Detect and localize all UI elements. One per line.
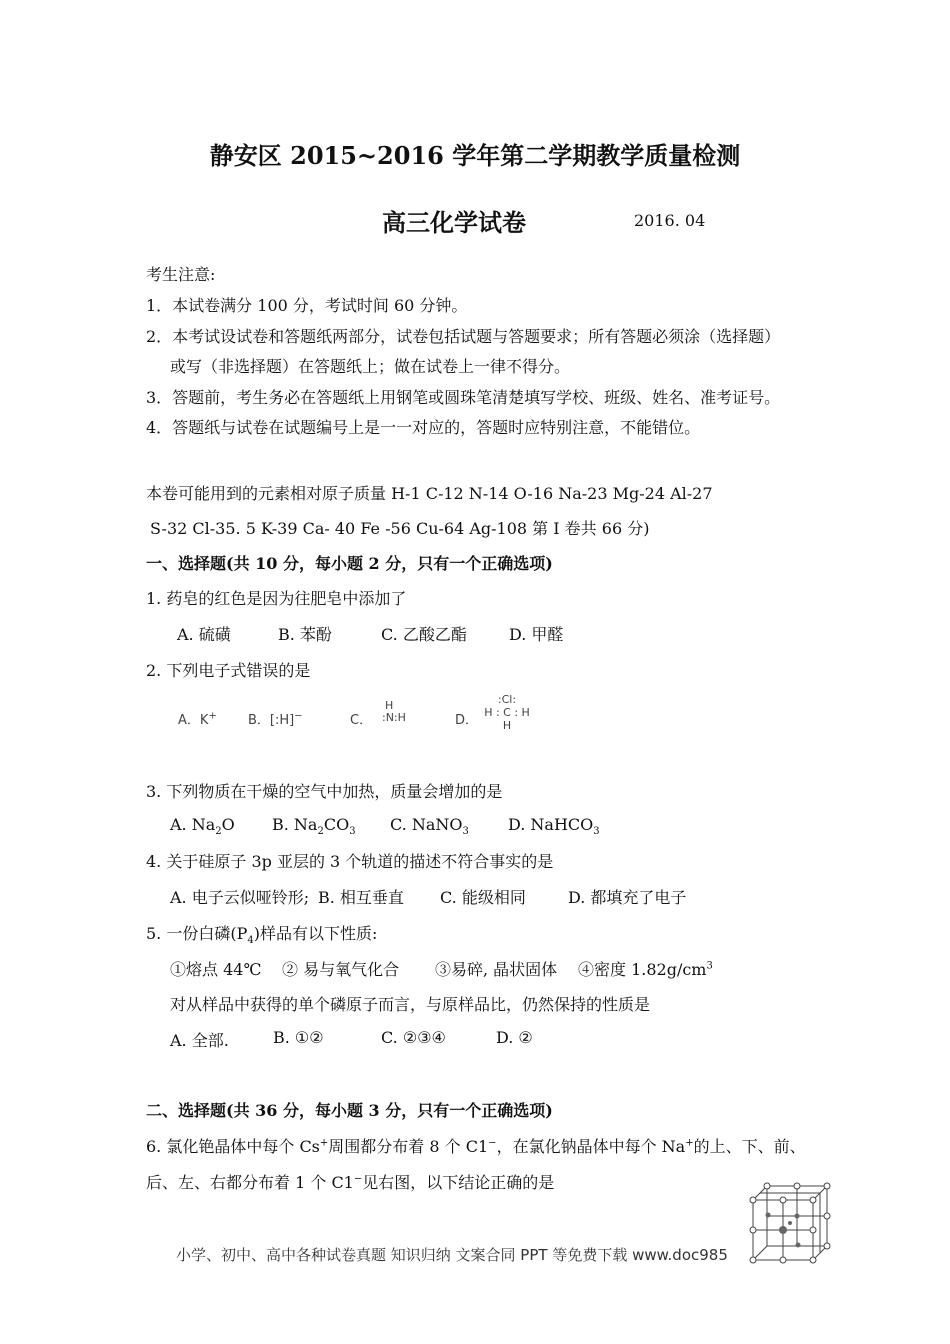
q3-option-b: B. $Na_2CO_3$ (272, 815, 356, 838)
q5-option-d: D. ② (496, 1028, 533, 1047)
q2-option-d (482, 693, 532, 732)
notice-item-2: 2．本考试设试卷和答题纸两部分，试卷包括试题与答题要求；所有答题必须涂（选择题） (146, 327, 781, 346)
q2-b-formula: [:H] (269, 713, 295, 728)
q5-prop-2: ② 易与氧气化合 (282, 960, 400, 979)
q5-prop-1: ①熔点 44℃ (170, 960, 262, 979)
q2-label-d: D． (455, 713, 479, 728)
q2-c-hydrogen: H (385, 699, 394, 712)
q6-line-2: 后、左、右都分布着 1 个 C1−见右图，以下结论正确的是 (146, 1173, 555, 1192)
q2-d-middle: H : C : H (484, 706, 530, 719)
footer-text: 小学、初中、高中各种试卷真题 知识归纳 文案合同 PPT 等免费下载 www.doc985 (176, 1246, 728, 1264)
q2-stem: 2. 下列电子式错误的是 (146, 661, 311, 680)
q1-option-c: C. 乙酸乙酯 (381, 625, 467, 644)
q2-a-charge: + (208, 710, 217, 722)
q5-stem: 5. 一份白磷$(P_4)$样品有以下性质: (146, 924, 378, 947)
q2-option-c (382, 700, 406, 724)
q5-option-c: C. ②③④ (381, 1028, 446, 1047)
q2-b-charge: − (294, 710, 303, 722)
q1-option-a: A. 硫磺 (177, 625, 231, 644)
q2-label-b: B． (248, 713, 270, 728)
notice-item-2-cont: 或写（非选择题）在答题纸上；做在试卷上一律不得分。 (170, 357, 571, 376)
q5-option-a: A. 全部. (170, 1031, 229, 1050)
q2-a-formula: K (199, 713, 209, 728)
q2-d-top: :Cl: (497, 693, 517, 706)
q4-option-c: C. 能级相同 (440, 888, 526, 907)
atomic-masses-line-1: 本卷可能用到的元素相对原子质量 H-1 C-12 N-14 O-16 Na-23 Mg-24 Al-27 (146, 484, 713, 503)
q1-option-b: B. 苯酚 (278, 625, 332, 644)
section-2-heading: 二、选择题(共 36 分，每小题 3 分，只有一个正确选项) (146, 1101, 553, 1120)
q2-label-a: A． (178, 713, 200, 728)
q1-stem: 1. 药皂的红色是因为往肥皂中添加了 (146, 589, 407, 608)
q4-option-d: D. 都填充了电子 (568, 888, 687, 907)
crystal-lattice-figure (745, 1178, 835, 1268)
q2-label-c: C． (350, 713, 373, 728)
q5-option-b: B. ①② (273, 1028, 324, 1047)
atomic-masses-line-2: S-32 Cl-35. 5 K-39 Ca- 40 Fe -56 Cu-64 Ag-108 第 I 卷共 66 分) (150, 519, 650, 538)
notice-item-1: 1．本试卷满分 100 分，考试时间 60 分钟。 (146, 296, 468, 315)
section-1-heading: 一、选择题(共 10 分，每小题 2 分，只有一个正确选项) (146, 554, 553, 573)
q5-prop-3: ③易碎, 晶状固体 (435, 960, 558, 979)
q4-option-a: A. 电子云似哑铃形; (170, 888, 310, 907)
notice-heading: 考生注意: (146, 265, 216, 284)
q4-stem: 4. 关于硅原子 3p 亚层的 3 个轨道的描述不符合事实的是 (146, 852, 554, 871)
notice-item-3: 3．答题前，考生务必在答题纸上用钢笔或圆珠笔清楚填写学校、班级、姓名、准考证号。 (146, 388, 781, 407)
q3-option-d: D. NaHCO$_3$ (508, 815, 600, 838)
q2-option-a (178, 709, 217, 728)
page-title: 静安区 2015~2016 学年第二学期教学质量检测 (209, 141, 741, 170)
q2-d-bottom: H (502, 719, 512, 732)
exam-date: 2016. 04 (634, 211, 706, 230)
q5-prop-4: ④密度 $1.82g/cm^3$ (578, 960, 713, 979)
q3-option-a: A. $Na_2O$ (170, 815, 235, 838)
q3-stem: 3. 下列物质在干燥的空气中加热，质量会增加的是 (146, 782, 503, 801)
q1-option-d: D. 甲醛 (509, 625, 564, 644)
q4-option-b: B. 相互垂直 (318, 888, 404, 907)
q6-line-1: 6. 氯化铯晶体中每个 Cs+周围都分布着 8 个 C1−，在氯化钠晶体中每个 Na+的上、下、前、 (146, 1137, 806, 1156)
q2-c-formula: :N:H (382, 711, 406, 724)
page-subtitle: 高三化学试卷 (382, 208, 526, 237)
notice-item-4: 4．答题纸与试卷在试题编号上是一一对应的，答题时应特别注意，不能错位。 (146, 418, 701, 437)
q3-option-c: C. NaNO$_3$ (390, 815, 469, 838)
q2-option-b (248, 709, 303, 728)
q5-question: 对从样品中获得的单个磷原子而言，与原样品比，仍然保持的性质是 (170, 995, 651, 1014)
